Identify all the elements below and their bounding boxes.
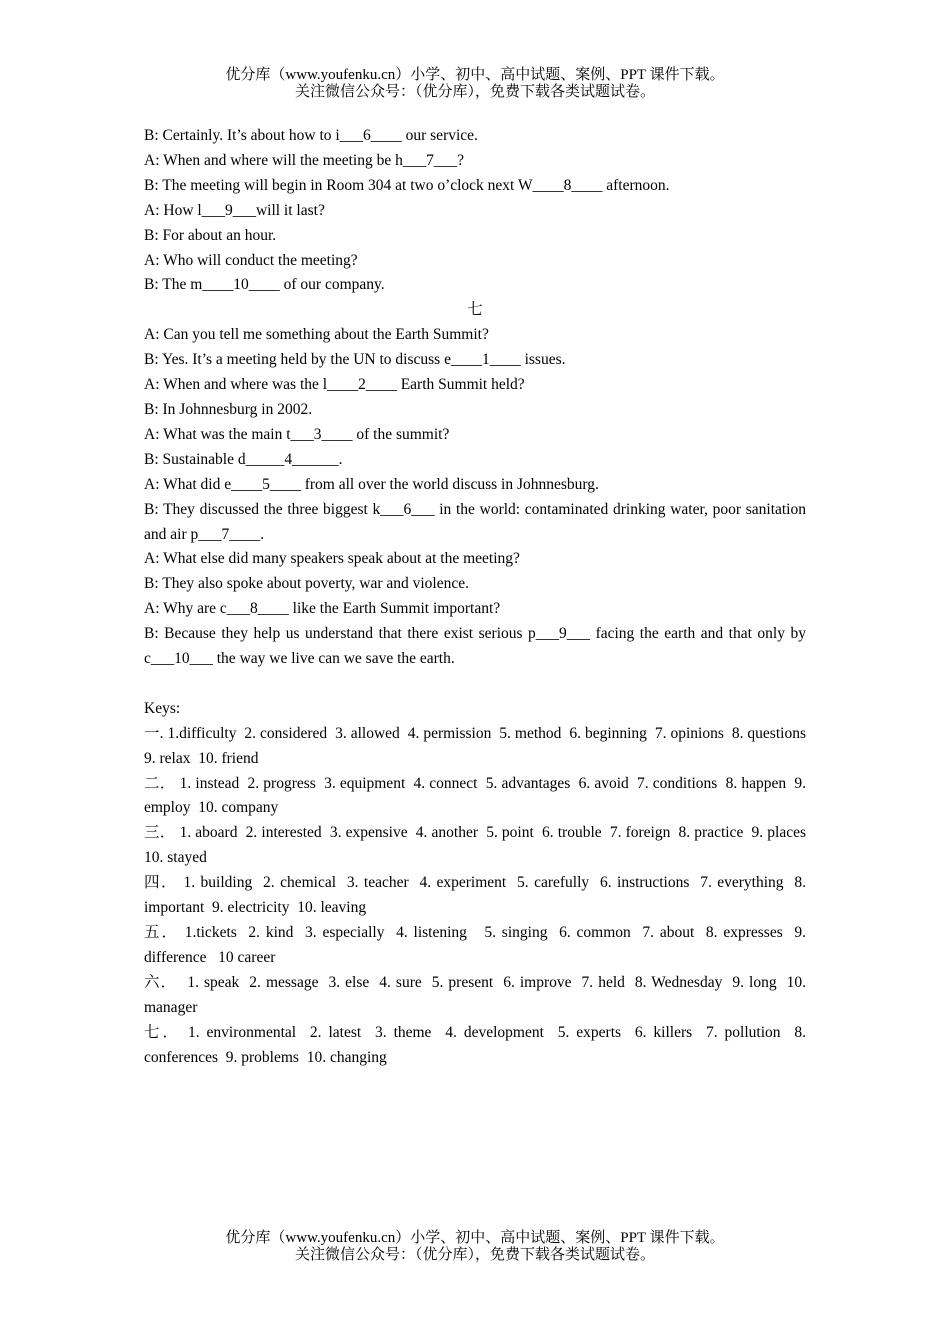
dialogue-line: A: What did e____5____ from all over the world discuss in Johnnesburg.: [144, 475, 599, 493]
dialogue-line: A: What else did many speakers speak about at the meeting?: [144, 550, 520, 568]
dialogue-line: B: The m____10____ of our company.: [144, 276, 385, 294]
key-item: 七． 1. environmental 2. latest 3. theme 4. development 5. experts 6. killers 7. pollution 8. conferences 9. problems 10. changing: [144, 1023, 810, 1066]
dialogue-line: B: For about an hour.: [144, 226, 277, 244]
dialogue-line: B: The meeting will begin in Room 304 at two o’clock next W____8____ afternoon.: [144, 176, 670, 194]
dialogue-line: A: When and where was the l____2____ Earth Summit held?: [144, 376, 525, 394]
section-7: [144, 298, 810, 672]
page-footer: [0, 1230, 950, 1264]
key-item: 五． 1.tickets 2. kind 3. especially 4. listening 5. singing 6. common 7. about 8. expresses 9. difference 10 career: [144, 923, 810, 966]
key-item: 四． 1. building 2. chemical 3. teacher 4. experiment 5. carefully 6. instructions 7. everything 8. important 9. electricity 10. leaving: [144, 874, 810, 917]
dialogue-line: A: When and where will the meeting be h___7___?: [144, 151, 464, 169]
key-item: 二． 1. instead 2. progress 3. equipment 4. connect 5. advantages 6. avoid 7. conditions 8. happen 9. employ 10. company: [144, 774, 810, 817]
dialogue-line: A: Who will conduct the meeting?: [144, 251, 358, 269]
dialogue-line: B: In Johnnesburg in 2002.: [144, 400, 313, 418]
dialogue-line: B: Certainly. It’s about how to i___6____ our service.: [144, 127, 478, 144]
dialogue-line: B: Because they help us understand that there exist serious p___9___ facing the earth and that only by c___10___ the way we live can we save the earth.: [144, 625, 810, 668]
keys-title: Keys:: [144, 699, 181, 717]
dialogue-line: A: Why are c___8____ like the Earth Summit important?: [144, 600, 501, 618]
header-line-1: 优分库（www.youfenku.cn）小学、初中、高中试题、案例、PPT 课件下载。: [225, 67, 725, 83]
dialogue-line: A: What was the main t___3____ of the summit?: [144, 425, 450, 443]
key-item: 三． 1. aboard 2. interested 3. expensive 4. another 5. point 6. trouble 7. foreign 8. practice 9. places 10. stayed: [144, 824, 814, 867]
dialogue-line: B: Sustainable d_____4______.: [144, 450, 343, 468]
document-body: [144, 124, 814, 1070]
key-item: 一. 1.difficulty 2. considered 3. allowed 4. permission 5. method 6. beginning 7. opinions 8. questions 9. relax 10. friend: [144, 724, 814, 767]
key-item: 六． 1. speak 2. message 3. else 4. sure 5. present 6. improve 7. held 8. Wednesday 9. long 10. manager: [144, 973, 810, 1016]
section-7-title: 七: [467, 301, 483, 319]
footer-line-1: 优分库（www.youfenku.cn）小学、初中、高中试题、案例、PPT 课件下载。: [225, 1230, 725, 1246]
dialogue-line: B: They discussed the three biggest k___6___ in the world: contaminated drinking water, poor sanitation and air p___7____.: [144, 500, 810, 543]
dialogue-line: B: Yes. It’s a meeting held by the UN to discuss e____1____ issues.: [144, 351, 566, 369]
dialogue-6-tail: [144, 124, 806, 298]
spacer: [144, 672, 806, 697]
page-header: [0, 67, 950, 101]
dialogue-line: A: How l___9___will it last?: [144, 201, 325, 219]
dialogue-line: B: They also spoke about poverty, war and violence.: [144, 575, 469, 593]
footer-line-2: 关注微信公众号：（优分库），免费下载各类试题试卷。: [294, 1247, 655, 1263]
answer-keys: [144, 697, 814, 1071]
dialogue-line: A: Can you tell me something about the Earth Summit?: [144, 326, 489, 344]
header-line-2: 关注微信公众号：（优分库），免费下载各类试题试卷。: [294, 84, 655, 100]
